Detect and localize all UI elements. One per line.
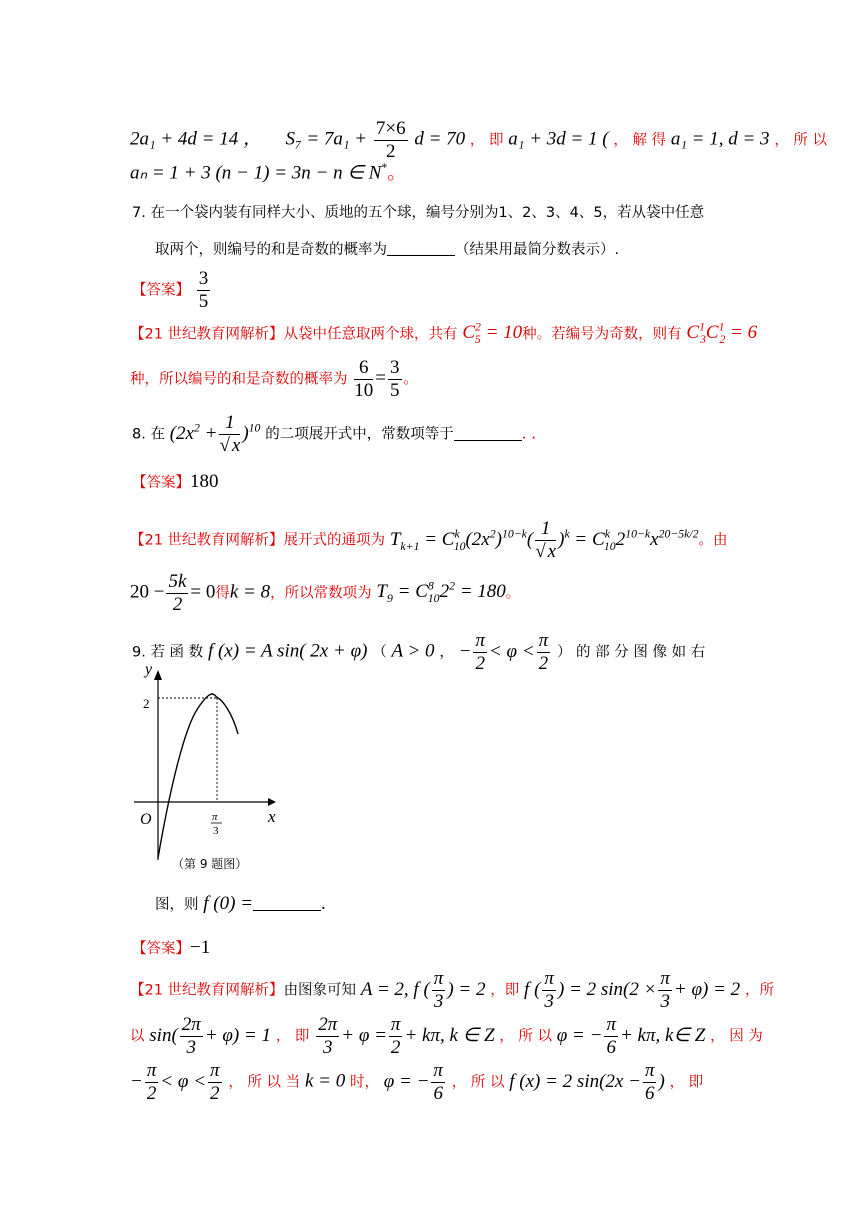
- q7-exp-text-1: 从袋中任意取两个球，共有: [283, 326, 458, 343]
- question-7-line-1: 7. 在一个袋内装有同样大小、质地的五个球，编号分别为1、2、3、4、5，若从袋中任意: [132, 205, 705, 221]
- q8-explanation-line-2: [130, 571, 520, 616]
- text-1c: ， 即: [469, 132, 504, 149]
- q9-exp-text-1: 由图象可知: [283, 982, 357, 999]
- q9-exp-text-5: ， 即: [275, 1028, 310, 1045]
- q9-paren-open: （: [372, 644, 387, 661]
- question-8: [132, 412, 536, 457]
- text-1e: ， 解 得: [613, 132, 667, 149]
- answer-3-over-5: $\frac{3}{5}$: [198, 268, 209, 312]
- text-get: 得: [215, 585, 230, 602]
- eq-equals-zero: = 0: [190, 581, 216, 603]
- q7-text: 取两个，则编号的和是奇数的概率为: [155, 242, 387, 258]
- frac-3-over-5: $\frac{3}{5}$: [390, 357, 400, 401]
- q9-explanation-line-3: [130, 1060, 703, 1105]
- question-7-line-2: [155, 241, 619, 259]
- q7-explanation-line-1: [130, 322, 757, 347]
- equals: =: [375, 367, 386, 389]
- q9-exp-k0: k = 0: [304, 1070, 346, 1092]
- q9-exp-text-7: ， 因 为: [710, 1028, 763, 1045]
- answer-8: [132, 472, 219, 493]
- q9-exp-text-4: 以: [130, 1028, 145, 1045]
- eq-20-minus: 20 −: [130, 581, 165, 603]
- q9-exp-text-3: ，所: [744, 982, 774, 999]
- frac-6-over-10: $\frac{6}{10}$: [354, 357, 374, 401]
- eq-1d: a₁ + 3d = 1 (: [508, 128, 609, 150]
- q8-exp-text-3: ，所以常数项为: [270, 585, 372, 602]
- answer-blank: [454, 426, 522, 441]
- line-1: [130, 118, 827, 163]
- answer-blank: [387, 241, 455, 256]
- eq-k-8: k = 8: [229, 581, 271, 603]
- q9-explanation-line-2: [130, 1014, 763, 1059]
- q9-text-1: 9. 若 函 数: [132, 644, 204, 661]
- q9-exp-eq-1: A = 2, f ( $\frac{\pi}{3}$ ) = 2: [360, 968, 486, 1012]
- q9-exp-eq-2: f ( $\frac{\pi}{3}$ ) = 2 sin(2 × $\frac{\pi}{3}$ + φ) = 2: [524, 968, 741, 1012]
- q9-exp-text-2: ，即: [490, 982, 520, 999]
- q9-f0: f (0) =: [203, 893, 254, 914]
- q9-exp-eq-8: f (x) = 2 sin(2x − $\frac{\pi}{6}$ ): [509, 1060, 665, 1104]
- frac-5k-over-2: $\frac{5k}{2}$: [168, 571, 187, 615]
- explanation-label: 【21 世纪教育网解析】: [130, 982, 284, 999]
- q9-explanation-line-1: [130, 968, 774, 1013]
- answer-blank: [253, 896, 321, 911]
- q7-text-end: （结果用最简分数表示）.: [455, 242, 620, 258]
- binomial-expression: ($2x^2$ + $\frac{1}{√ x}$ )$^{10}$: [169, 412, 261, 456]
- q9-comma: ，: [439, 644, 454, 661]
- period: 。: [403, 371, 418, 388]
- q8-text-2: 的二项展开式中，常数项等于: [265, 426, 454, 443]
- q7-exp-text-2: 种。若编号为奇数，则有: [522, 326, 682, 343]
- q9-exp-text-6: ， 所 以: [499, 1028, 553, 1045]
- sine-graph-figure: [128, 660, 298, 880]
- eq-1f: a₁ = 1, d = 3: [670, 128, 770, 150]
- x-axis-arrow: [268, 798, 276, 806]
- q8-text-1: 8. 在: [132, 426, 165, 443]
- q9-exp-text-8: ， 所 以 当: [228, 1074, 301, 1091]
- q9-phi-range: − $\frac{\pi}{2}$ < φ < $\frac{\pi}{2}$: [458, 630, 549, 674]
- q7-explanation-line-2: [130, 357, 418, 402]
- y-tick-2: 2: [143, 696, 150, 711]
- q9-exp-eq-7: φ = − $\frac{\pi}{6}$: [383, 1060, 443, 1104]
- figure-caption: （第 9 题图）: [172, 857, 248, 871]
- q9-text-3: 图，则: [155, 897, 199, 913]
- eq-1a: 2a₁ + 4d = 14 ，: [130, 128, 262, 150]
- frac-7x6-over-2: $\frac{7\times 6}{2}$: [375, 118, 406, 162]
- q9-exp-text-9: 时，: [349, 1074, 379, 1091]
- text-1g: ， 所 以: [774, 132, 828, 149]
- answer-7: [132, 268, 212, 313]
- q9-exp-eq-6: − $\frac{\pi}{2}$ < φ < $\frac{\pi}{2}$: [130, 1060, 220, 1104]
- eq-2a: aₙ = 1 + 3 (n − 1) = 3: [130, 162, 302, 184]
- superscript-star: *: [381, 161, 388, 174]
- answer-label: 【答案】: [132, 282, 190, 299]
- answer-label: 【答案】: [132, 941, 190, 957]
- q8-text-3: . .: [521, 424, 537, 443]
- y-axis-arrow: [154, 670, 162, 680]
- q9-exp-eq-3: sin( $\frac{2\pi}{3}$ + φ) = 1: [149, 1014, 272, 1058]
- x-tick-3: 3: [213, 825, 219, 837]
- eq-2b: n − n ∈ N: [301, 162, 382, 184]
- period-2: 。: [387, 162, 407, 184]
- q9-function: f (x) = A sin( 2x + φ): [207, 640, 368, 662]
- origin-label: O: [140, 811, 152, 828]
- sine-curve: [158, 694, 238, 858]
- q8-exp-text-1: 展开式的通项为: [283, 532, 386, 549]
- explanation-label: 【21 世纪教育网解析】: [130, 532, 284, 549]
- q9-exp-text-11: ， 即: [669, 1074, 704, 1091]
- combination-c3-c2: $C^1_3C^1_2 = 6$: [686, 321, 758, 347]
- answer-value: 180: [190, 471, 219, 492]
- q9-text-2: ） 的 部 分 图 像 如 右: [556, 644, 706, 661]
- q8-exp-text-2: 。由: [698, 532, 728, 549]
- q7-exp-text-3: 种，所以编号的和是奇数的概率为: [130, 371, 348, 388]
- y-axis-label: y: [145, 661, 153, 678]
- x-axis-label: x: [268, 807, 276, 826]
- answer-9: [132, 938, 210, 959]
- constant-term: $T_9 = C^8_{10}2^2 = 180$: [376, 580, 506, 606]
- q9-a-positive: A > 0: [391, 640, 435, 662]
- period: 。: [505, 585, 521, 602]
- q9-exp-eq-4: $\frac{2\pi}{3}$ + φ = $\frac{\pi}{2}$ + kπ, k ∈ Z: [318, 1014, 495, 1058]
- line-2: [130, 162, 406, 184]
- x-tick-pi: π: [212, 811, 218, 823]
- combination-c5-2: $C^2_5 = 10$: [462, 321, 523, 347]
- answer-value: −1: [190, 937, 211, 958]
- q9-exp-eq-5: φ = − $\frac{\pi}{6}$ + kπ, k∈ Z: [556, 1014, 706, 1058]
- q8-explanation-line-1: [130, 518, 728, 563]
- general-term: $T_{k+1} = C^k_{10}(2x^2)^{10-k}$( $\frac{1}{√ x}$ )$^k = C^k_{10}2^{10-k}x^{20-5k/2}$: [389, 518, 699, 562]
- eq-1b2: d = 70: [414, 128, 466, 150]
- explanation-label: 【21 世纪教育网解析】: [130, 326, 284, 343]
- q9-exp-text-10: ， 所 以: [451, 1074, 505, 1091]
- answer-label: 【答案】: [132, 475, 190, 491]
- question-9-line-2: 图，则 f (0) = .: [155, 893, 326, 914]
- eq-1b: S₇ = 7a₁ +: [285, 128, 368, 150]
